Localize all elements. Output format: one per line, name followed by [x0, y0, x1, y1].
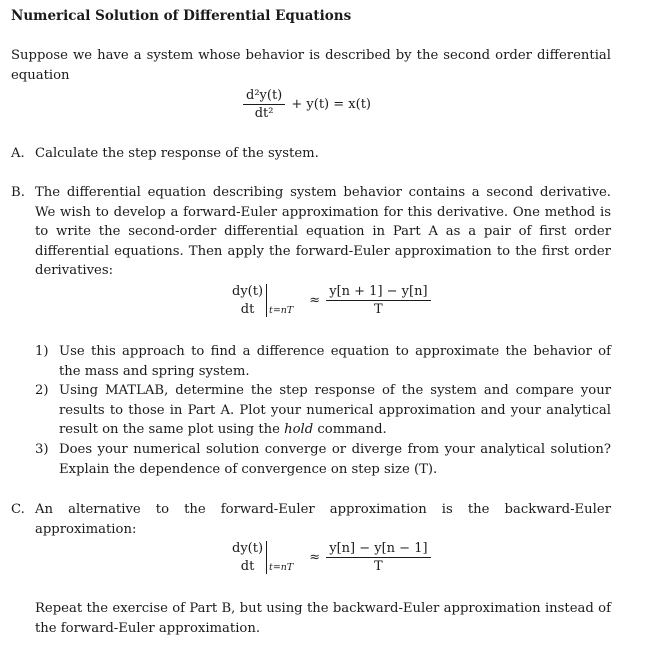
- part-a-label: A.: [11, 146, 25, 161]
- equation-second-order: [243, 88, 371, 121]
- item-3-label: 3): [35, 442, 49, 457]
- be-approx-symbol: ≈: [309, 550, 321, 565]
- fe-rhs-fraction: [326, 284, 430, 317]
- item-2-emphasis: hold: [284, 422, 314, 437]
- eq1-denominator: dt²: [254, 106, 274, 121]
- intro-paragraph: Suppose we have a system whose behavior is described by the second order differential equation: [11, 48, 611, 83]
- part-b-text: The differential equation describing system behavior contains a second derivative. We wish to develop a forward-Euler approximation for this derivative. One method is to write the second-order differential equation in Part A as a pair of first order differential equations. Then apply the forward-Euler approximation to the first order derivatives:: [35, 185, 611, 278]
- item-1-text: Use this approach to find a difference equation to approximate the behavior of the mass and spring system.: [59, 344, 611, 379]
- item-1-label: 1): [35, 344, 49, 359]
- eq1-numerator: d²y(t): [243, 88, 285, 105]
- fe-rhs-numerator: y[n + 1] − y[n]: [326, 284, 430, 301]
- item-2-label: 2): [35, 383, 49, 398]
- equation-backward-euler: [229, 541, 431, 574]
- document-title: Numerical Solution of Differential Equations: [11, 8, 352, 24]
- fe-lhs-numerator: dy(t): [232, 284, 264, 299]
- fe-eval-subscript: t=nT: [269, 305, 294, 316]
- be-lhs-fraction: [229, 541, 267, 574]
- part-c-closing: Repeat the exercise of Part B, but using the backward-Euler approximation instead of the forward-Euler approximation.: [35, 601, 611, 636]
- part-a-text: Calculate the step response of the system.: [35, 146, 319, 161]
- be-rhs-numerator: y[n] − y[n − 1]: [326, 541, 430, 558]
- equation-forward-euler: [229, 284, 431, 317]
- be-lhs-denominator: dt: [240, 559, 255, 574]
- item-2-text-before: Using MATLAB, determine the step response of the system and compare your results to those in Part A. Plot your numerical approximation and your analytical result on the same plot using the: [59, 383, 611, 437]
- eq1-fraction: [243, 88, 285, 121]
- part-c-text: An alternative to the forward-Euler approximation is the backward-Euler approximation:: [35, 502, 611, 537]
- item-3-text: Does your numerical solution converge or diverge from your analytical solution? Explain the dependence of convergence on step size (T).: [59, 442, 611, 477]
- be-lhs-numerator: dy(t): [232, 541, 264, 556]
- part-b-label: B.: [11, 185, 25, 200]
- fe-lhs-denominator: dt: [240, 302, 255, 317]
- fe-lhs-fraction: [229, 284, 267, 317]
- eq1-rest: + y(t) = x(t): [291, 97, 371, 112]
- item-2-text-after: command.: [313, 422, 387, 437]
- part-c-label: C.: [11, 502, 25, 517]
- be-rhs-denominator: T: [374, 559, 383, 574]
- fe-approx-symbol: ≈: [309, 293, 321, 308]
- item-2-text: [59, 381, 611, 440]
- be-rhs-fraction: [326, 541, 430, 574]
- fe-rhs-denominator: T: [374, 302, 383, 317]
- be-eval-subscript: t=nT: [269, 562, 294, 573]
